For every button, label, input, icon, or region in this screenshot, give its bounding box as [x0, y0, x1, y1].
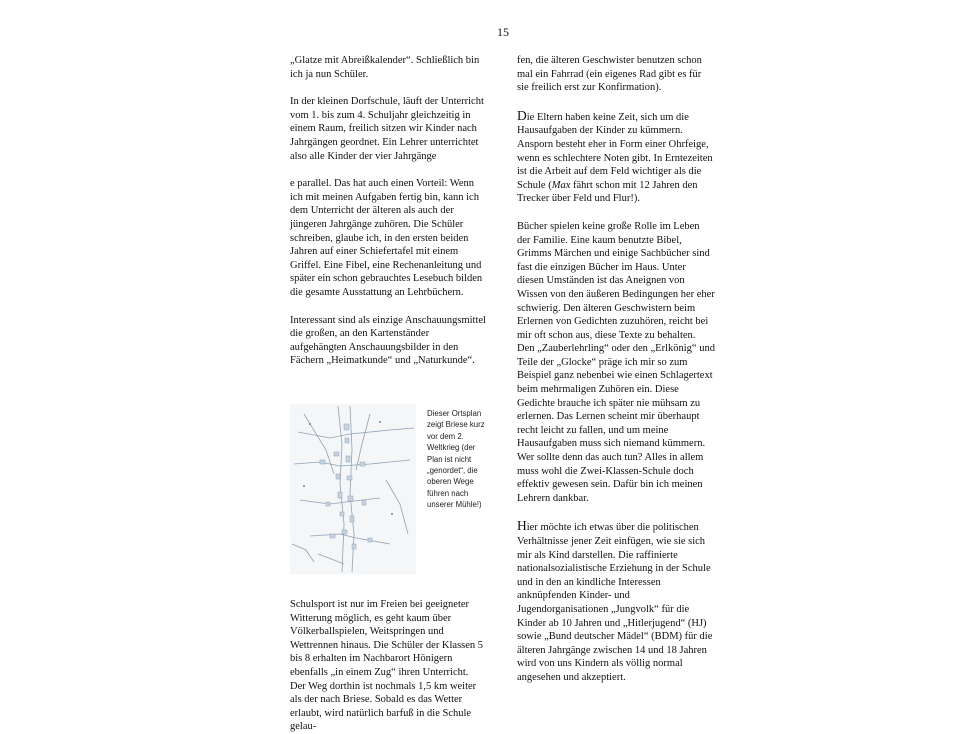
map-caption: Dieser Ortsplan zeigt Briese kurz vor dem 2. Weltkrieg (der Plan ist nicht „genordet“, die oberen Wege führen nach unserer Mühle!) [427, 409, 485, 510]
right-column [517, 54, 715, 685]
page-number: 15 [497, 25, 509, 39]
right-paragraph-1: fen, die älteren Geschwister benutzen schon mal ein Fahrrad (ein eigenes Rad gibt es für sie freilich erst zur Konfirmation). [517, 55, 702, 94]
left-paragraph-1: „Glatze mit Abreißkalender“. Schließlich bin ich ja nun Schüler. [290, 55, 480, 80]
left-column-continued [290, 598, 486, 734]
drop-letter: D [517, 107, 527, 123]
name-italic: Max [551, 179, 571, 191]
drop-letter: H [517, 518, 527, 534]
right-paragraph-4-text: ier möchte ich etwas über die politischen Verhältnisse jener Zeit einfügen, wie sie sich mir als Kind darstellen. Die raffinierte nationalsozialistische Erziehung in der Schule und in den an kindliche Interessen anknüpfenden Kinder- und Jugendorganisationen „Jungvolk“ für die Kinder ab 10 Jahren und „Hitlerjugend“ (HJ) sowie „Bund deutscher Mädel“ (BDM) für die älteren Jahrgänge zwischen 14 und 18 Jahren wird von uns Kindern als völlig normal angesehen und akzeptiert. [517, 522, 713, 683]
left-paragraph-3: e parallel. Das hat auch einen Vorteil: Wenn ich mit meinen Aufgaben fertig bin, kann ich dem Unterricht der älteren als auch der jüngeren Jahrgänge zuhören. Die Schüler schreiben, glaube ich, in den ersten beiden Jahren auf einer Schiefertafel mit einem Griffel. Eine Fibel, eine Rechenanleitung und später ein schon gebrauchtes Lesebuch bilden die gesamte Ausstattung an Lehrbüchern. [290, 178, 483, 298]
right-paragraph-4 [517, 519, 715, 684]
left-paragraph-2: In der kleinen Dorfschule, läuft der Unterricht vom 1. bis zum 4. Schuljahr gleichzeitig in einem Raum, freilich sitzen wir Kinder nach Jahrgängen geordnet. Ein Lehrer unterrichtet also alle Kinder der vier Jahrgänge [290, 96, 484, 162]
right-paragraph-2 [517, 109, 715, 206]
left-paragraph-4: Interessant sind als einzige Anschauungsmittel die großen, an den Kartenständer aufgehängten Anschauungsbilder in den Fächern „Heimatkunde“ und „Naturkunde“. [290, 314, 486, 367]
village-map-icon [290, 404, 416, 574]
left-column [290, 54, 486, 368]
village-map-figure [290, 404, 486, 580]
right-paragraph-3: Bücher spielen keine große Rolle im Leben der Familie. Eine kaum benutzte Bibel, Grimms Märchen und einige Sachbücher sind fast die einzigen Bücher im Haus. Unter diesen Umständen ist das Aneignen von Wissen von den äußeren Bedingungen her eher schwierig. Den älteren Geschwistern beim Erlernen von Gedichten zuzuhören, reicht bei mir oft schon aus, diese Texte zu behalten. Den „Zauberlehrling“ oder den „Erlkönig“ und Teile der „Glocke“ präge ich mir so zum Beispiel ganz nebenbei wie einen Schlagertext beim mehrmaligen Zuhören ein. Diese Gedichte brauche ich später nie mühsam zu erlernen. Das Lernen scheint mir überhaupt recht leicht zu fallen, und um meine Hausaufgaben muss sich niemand kümmern. Wer sollte denn das auch tun? Alles in allem muss wohl die Zwei-Klassen-Schule doch effektiv gewesen sein. Dafür bin ich meinen Lehrern dankbar. [517, 220, 715, 504]
left-paragraph-5: Schulsport ist nur im Freien bei geeigneter Witterung möglich, es geht kaum über Völkerballspielen, Weitspringen und Wettrennen hinaus. Die Schüler der Klassen 5 bis 8 erhalten im Nachbarort Hönigern ebenfalls „in einem Zug“ ihren Unterricht. Der Weg dorthin ist nochmals 1,5 km weiter als der nach Briese. Sobald es das Wetter erlaubt, wird natürlich barfuß in die Schule gelau- [290, 599, 484, 733]
right-paragraph-2-tail: fährt schon mit 12 Jahren den Trecker über Feld und Flur!). [517, 179, 698, 205]
right-paragraph-2-text: ie Eltern haben keine Zeit, sich um die Hausaufgaben der Kinder zu kümmern. Ansporn besteht eher in Form einer Ohrfeige, wenn es schlechtere Noten gibt. In Erntezeiten ist die Arbeit auf dem Feld wichtiger als die Schule ( [517, 111, 713, 191]
